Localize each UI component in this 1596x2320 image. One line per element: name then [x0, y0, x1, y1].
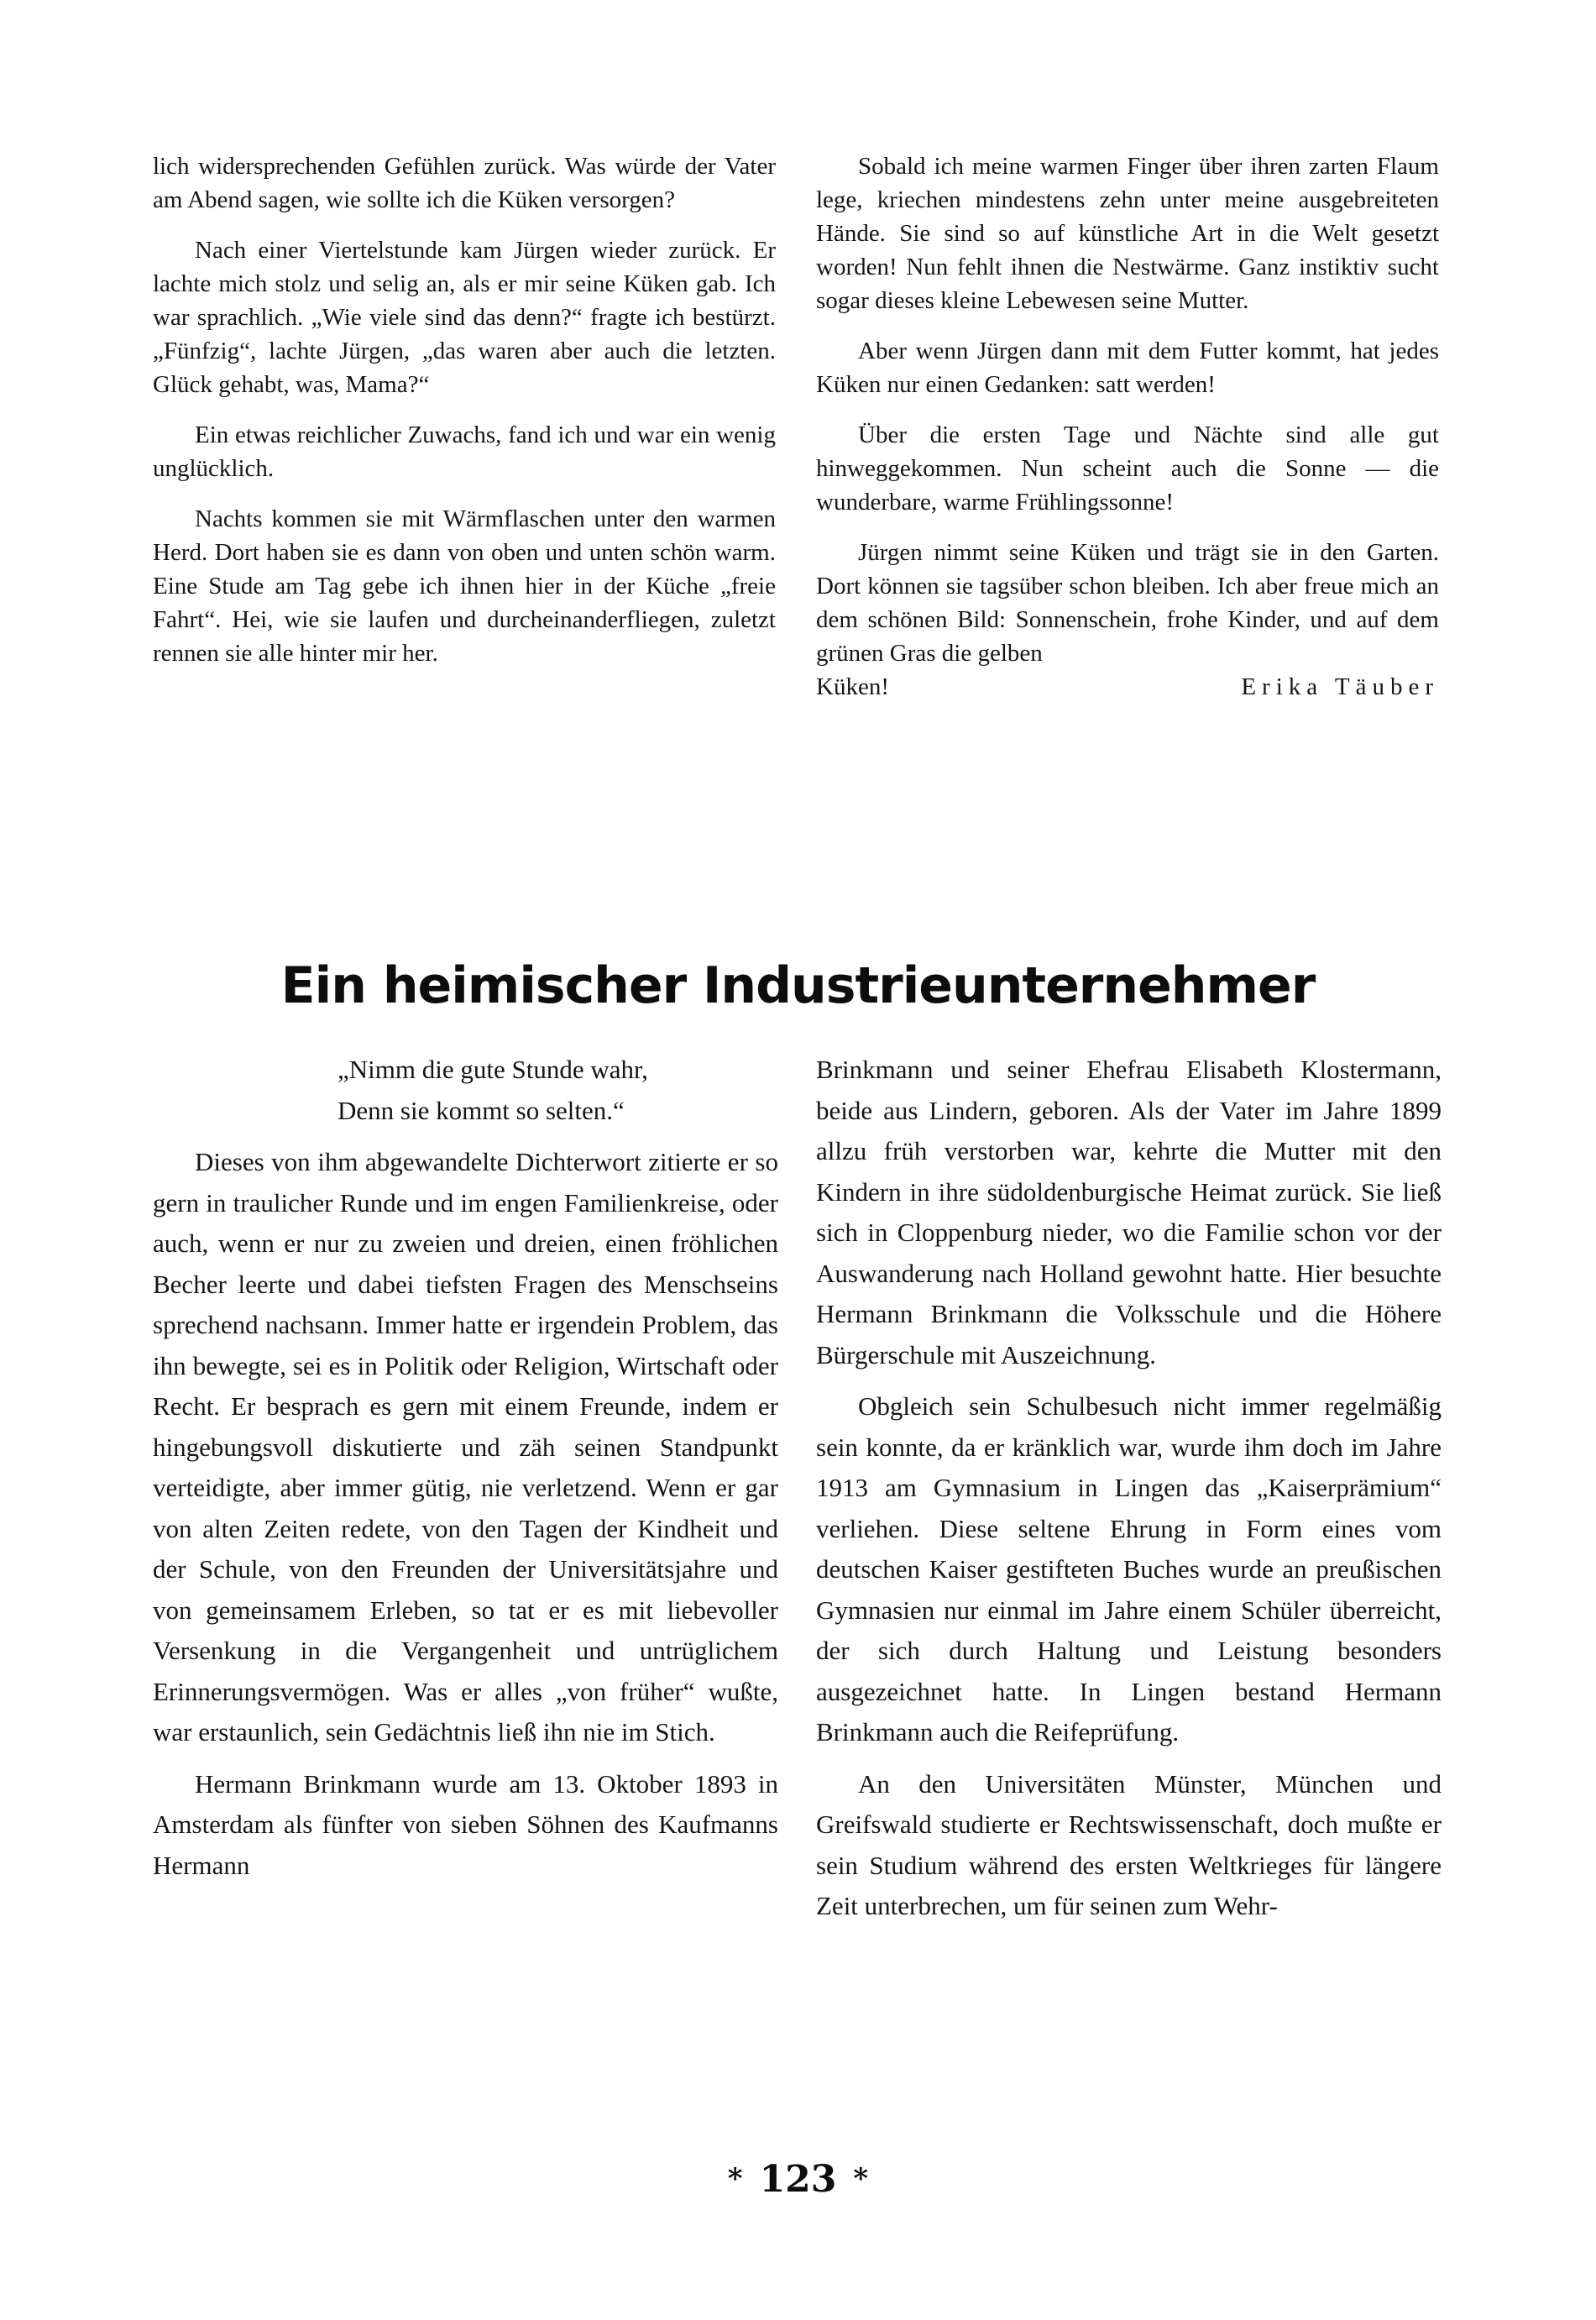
- article-headline: Ein heimischer Industrieunternehmer: [280, 956, 1316, 1015]
- bottom-article-right-column: [816, 1050, 1442, 1927]
- paragraph: Über die ersten Tage und Nächte sind alle gut hinweggekommen. Nun scheint auch die Sonne — die wunderbare, warme Frühlingssonne!: [816, 422, 1439, 516]
- paragraph: lich widersprechenden Gefühlen zurück. Was würde der Vater am Abend sagen, wie sollte ich die Küken versorgen?: [153, 153, 776, 213]
- closing-word: Küken!: [816, 673, 889, 700]
- paragraph: An den Universitäten Münster, München und Greifswald studierte er Rechtswissenschaft, doch mußte er sein Studium während des ersten Weltkrieges für längere Zeit unterbrechen, um für seinen zum Wehr-: [816, 1768, 1442, 1920]
- author-signature: Erika Täuber: [1241, 673, 1439, 700]
- paragraph: Dieses von ihm abgewandelte Dichterwort zitierte er so gern in traulicher Runde und im engen Familienkreise, oder auch, wenn er nur zu zweien und dreien, einen fröhlichen Becher leerte und dabei tiefsten Fragen des Menschseins sprechend nachsann. Immer hatte er irgendein Problem, das ihn bewegte, sei es in Politik oder Religion, Wirtschaft oder Recht. Er besprach es gern mit einem Freunde, indem er hingebungsvoll diskutierte und zäh seinen Standpunkt verteidigte, aber immer gütig, nie verletzend. Wenn er gar von alten Zeiten redete, von den Tagen der Kindheit und der Schule, von den Freunden der Universitätsjahre und von gemeinsamem Erleben, so tat er es mit liebevoller Versenkung in die Vergangenheit und untrüglichem Erinnerungsvermögen. Was er alles „von früher“ wußte, war erstaunlich, sein Gedächtnis ließ ihn nie im Stich.: [153, 1147, 778, 1747]
- motto-line: „Nimm die gute Stunde wahr,: [338, 1055, 648, 1084]
- top-article-right-column: [816, 149, 1439, 704]
- star-ornament: *: [727, 2162, 743, 2196]
- page-number: [0, 2154, 1596, 2205]
- paragraph: Brinkmann und seiner Ehefrau Elisabeth Klostermann, beide aus Lindern, geboren. Als der Vater im Jahre 1899 allzu früh verstorben war, kehrte die Mutter mit den Kindern in ihre südoldenburgische Heimat zurück. Sie ließ sich in Cloppenburg nieder, wo die Familie schon vor der Auswanderung nach Holland gewohnt hatte. Hier besuchte Hermann Brinkmann die Volksschule und die Höhere Bürgerschule mit Auszeichnung.: [816, 1055, 1442, 1369]
- paragraph: Hermann Brinkmann wurde am 13. Oktober 1893 in Amsterdam als fünfter von sieben Söhnen des Kaufmanns Hermann: [153, 1768, 778, 1880]
- paragraph: Jürgen nimmt seine Küken und trägt sie in den Garten. Dort können sie tagsüber schon bleiben. Ich aber freue mich an dem schönen Bild: Sonnenschein, frohe Kinder, und auf dem grünen Gras die gelben: [816, 539, 1439, 667]
- paragraph: Nachts kommen sie mit Wärmflaschen unter den warmen Herd. Dort haben sie es dann von oben und unten schön warm. Eine Stude am Tag gebe ich ihnen hier in der Küche „freie Fahrt“. Hei, wie sie laufen und durcheinanderfliegen, zuletzt rennen sie alle hinter mir her.: [153, 505, 776, 667]
- top-article-left-column: [153, 149, 776, 670]
- bottom-article-left-column: [153, 1050, 778, 1886]
- paragraph: Ein etwas reichlicher Zuwachs, fand ich und war ein wenig unglücklich.: [153, 422, 776, 482]
- paragraph: Obgleich sein Schulbesuch nicht immer regelmäßig sein konnte, da er kränklich war, wurde ihm doch im Jahre 1913 am Gymnasium in Lingen das „Kaiserprämium“ verliehen. Diese seltene Ehrung in Form eines vom deutschen Kaiser gestifteten Buches wurde an preußischen Gymnasien nur einmal im Jahre einem Schüler überreicht, der sich durch Haltung und Leistung besonders ausgezeichnet hatte. In Lingen bestand Hermann Brinkmann auch die Reifeprüfung.: [816, 1391, 1442, 1747]
- motto-quote: [153, 1050, 778, 1131]
- page-number-value: 123: [759, 2158, 837, 2201]
- star-ornament: *: [853, 2162, 869, 2196]
- signature-line: [816, 670, 1439, 704]
- paragraph: Sobald ich meine warmen Finger über ihren zarten Flaum lege, kriechen mindestens zehn unter meine ausgebreiteten Hände. Sie sind so auf künstliche Art in die Welt gesetzt worden! Nun fehlt ihnen die Nestwärme. Ganz instiktiv sucht sogar dieses kleine Lebewesen seine Mutter.: [816, 153, 1439, 314]
- motto-line: Denn sie kommt so selten.“: [338, 1095, 625, 1125]
- paragraph: Nach einer Viertelstunde kam Jürgen wieder zurück. Er lachte mich stolz und selig an, als er mir seine Küken gab. Ich war sprachlich. „Wie viele sind das denn?“ fragte ich bestürzt. „Fünfzig“, lachte Jürgen, „das waren aber auch die letzten. Glück gehabt, was, Mama?“: [153, 237, 776, 398]
- paragraph: Aber wenn Jürgen dann mit dem Futter kommt, hat jedes Küken nur einen Gedanken: satt werden!: [816, 338, 1439, 398]
